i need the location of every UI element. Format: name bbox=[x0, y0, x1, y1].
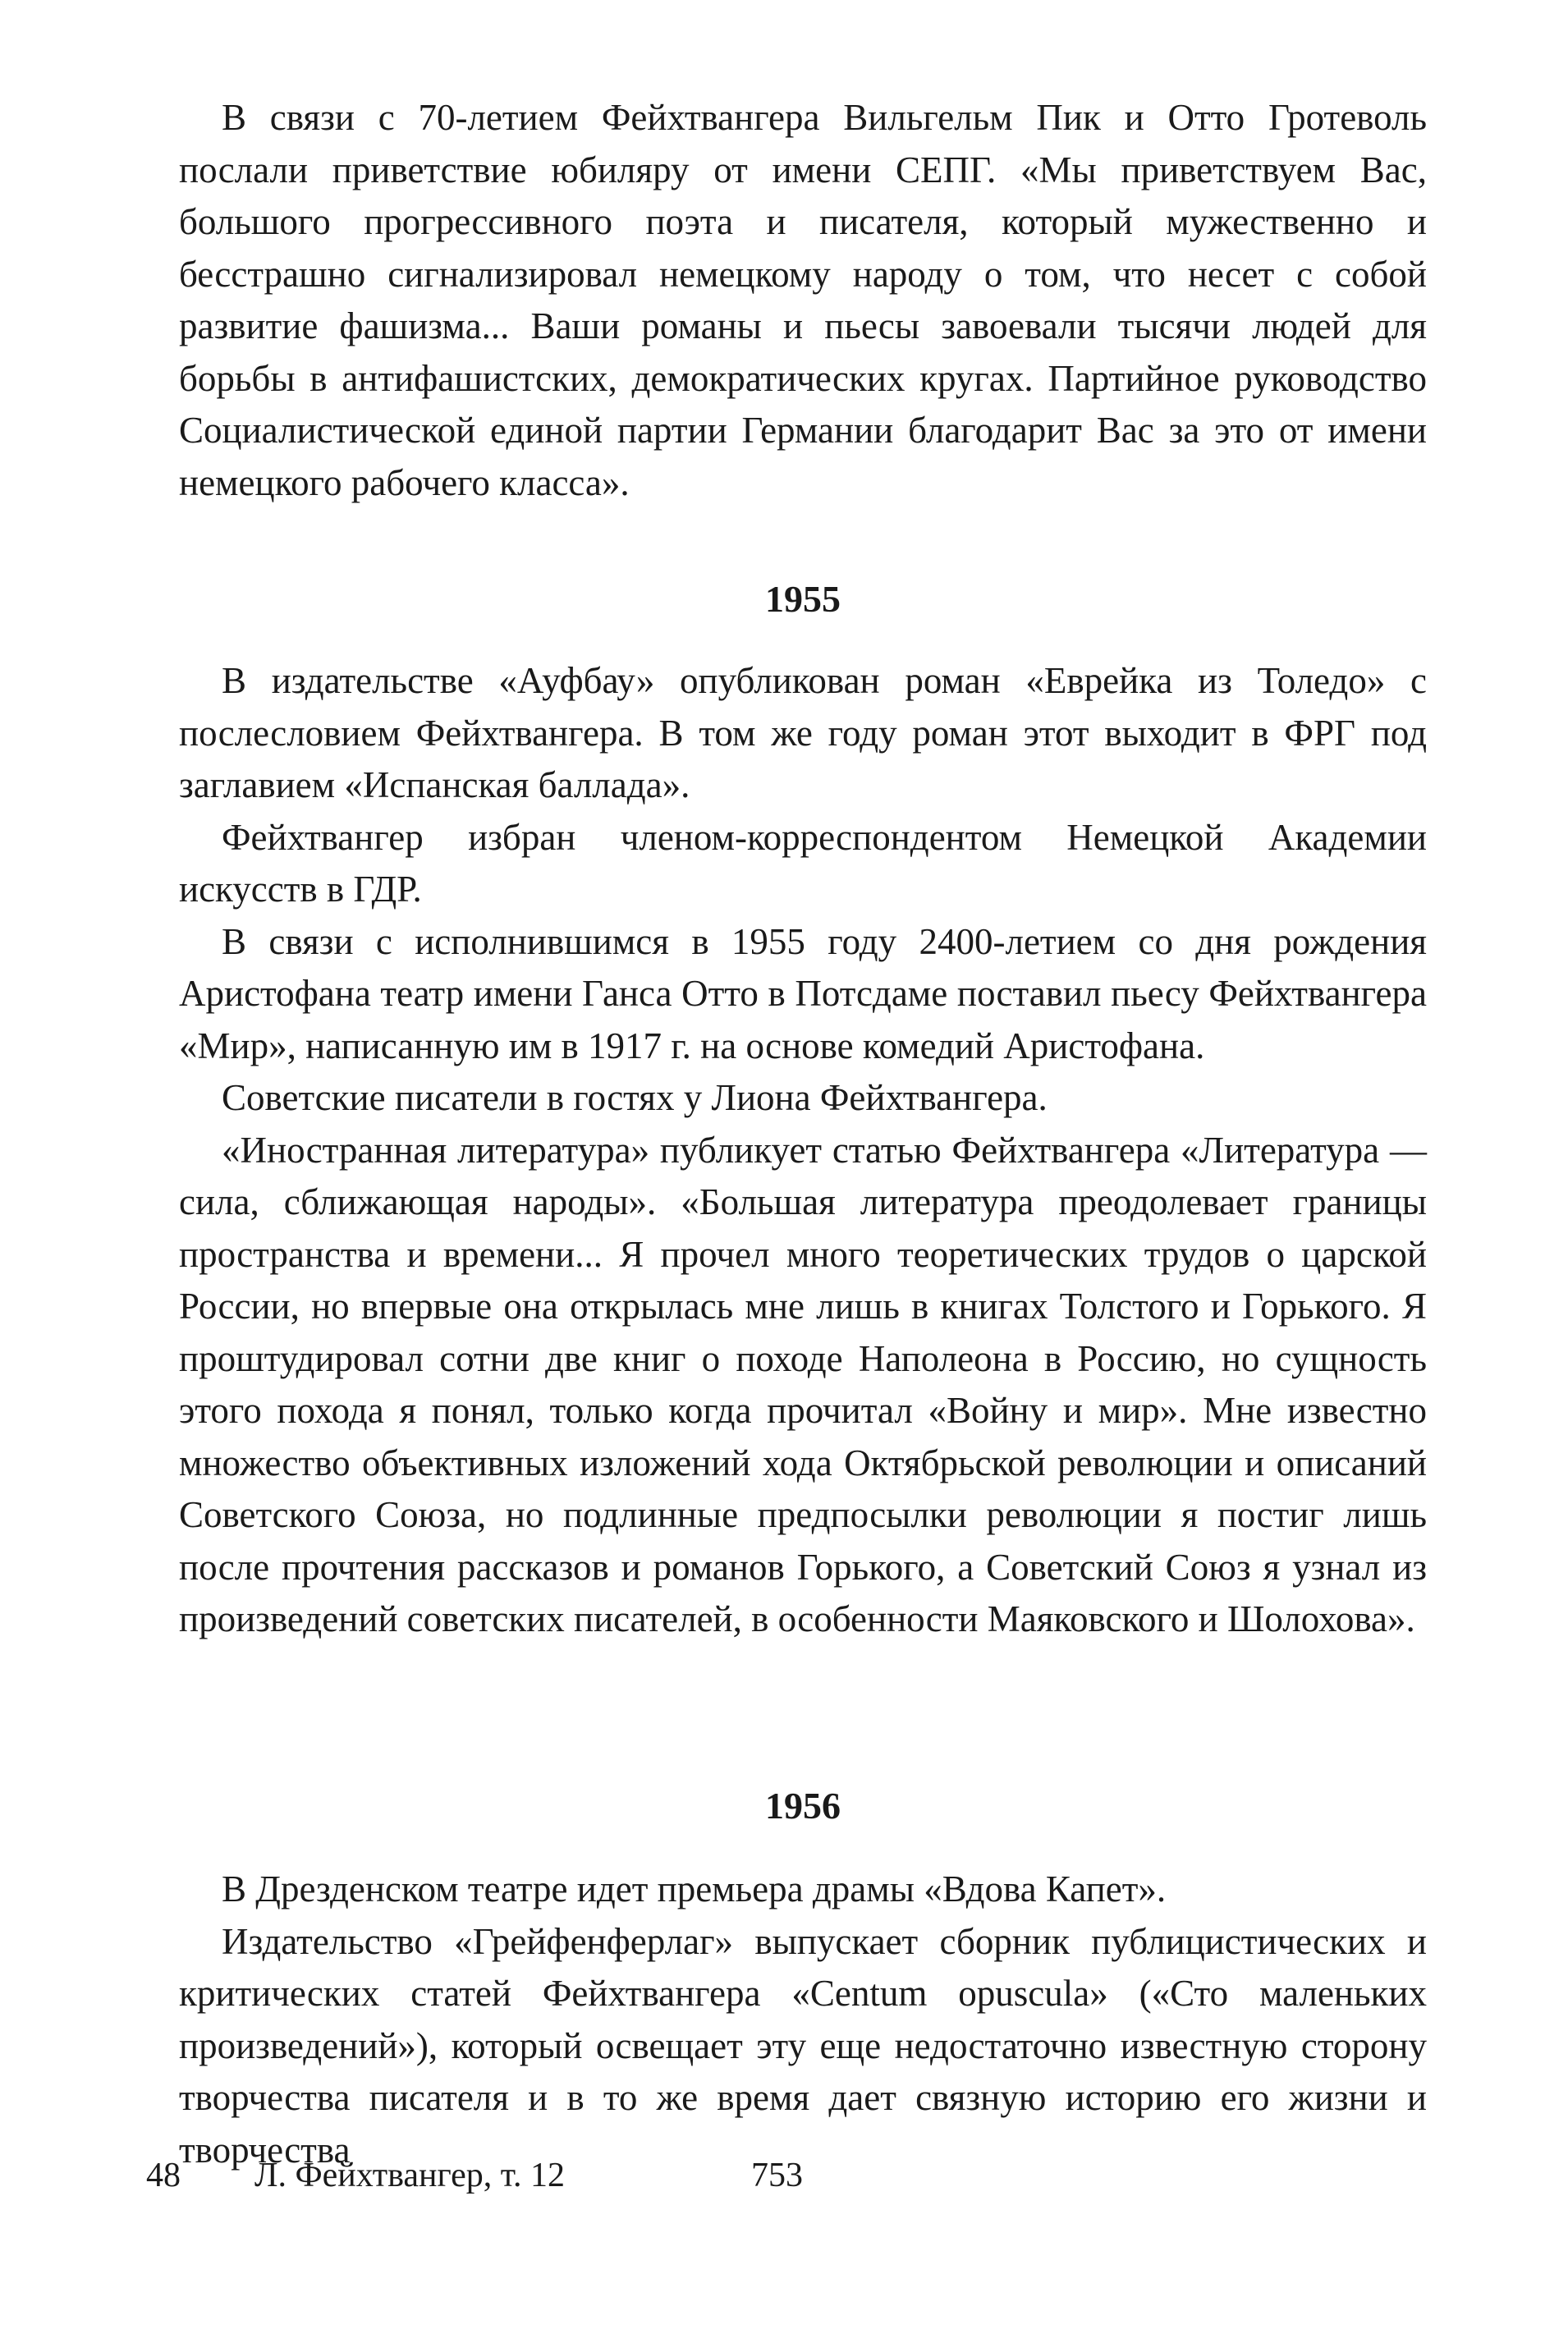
signature-number: 48 bbox=[146, 2157, 181, 2194]
paragraph: «Иностранная литература» публикует статью Фейхтвангера «Литература — сила, сближающая народы». «Большая литература преодолевает границы пространства и времени... Я прочел много теоретических трудов о царской России, но впервые она открылась мне лишь в книгах Толстого и Горького. Я проштудировал сотни две книг о походе Наполеона в Россию, но сущность этого похода я понял, только когда прочитал «Войну и мир». Мне известно множество объективных изложений хода Октябрьской революции и описаний Советского Союза, но подлинные предпосылки революции я постиг лишь после прочтения рассказов и романов Горького, а Советский Союз я узнал из произведений советских писателей, в особенности Маяковского и Шолохова». bbox=[179, 1129, 1427, 1639]
year-heading-1956: 1956 bbox=[765, 1785, 841, 1827]
paragraph: В издательстве «Ауфбау» опубликован роман «Еврейка из Толедо» с послесловием Фейхтвангера. В том же году роман этот выходит в ФРГ под заглавием «Испанская баллада». bbox=[179, 660, 1427, 805]
signature-text: Л. Фейхтвангер, т. 12 bbox=[254, 2157, 565, 2194]
paragraph: В Дрезденском театре идет премьера драмы «Вдова Капет». bbox=[222, 1868, 1167, 1910]
section-1956 bbox=[179, 1864, 1427, 2176]
section-1955 bbox=[179, 655, 1427, 1646]
page-footer bbox=[0, 2151, 1568, 2208]
year-heading-1955: 1955 bbox=[765, 578, 841, 620]
paragraph: Фейхтвангер избран членом-корреспондентом Немецкой Академии искусств в ГДР. bbox=[179, 816, 1427, 910]
page-number: 753 bbox=[751, 2157, 803, 2194]
paragraph: Издательство «Грейфенферлаг» выпускает сборник публицистических и критических статей Фейхтвангера «Centum opuscula» («Сто маленьких произведений»), который освещает эту еще недостаточно известную сторону творчества писателя и в то же время дает связную историю его жизни и творчества bbox=[179, 1920, 1427, 2171]
paragraph: В связи с 70-летием Фейхтвангера Вильгельм Пик и Отто Гротеволь послали приветствие юбиляру от имени СЕПГ. «Мы приветствуем Вас, большого прогрессивного поэта и писателя, который мужественно и бесстрашно сигнализировал немецкому народу о том, что несет с собой развитие фашизма... Ваши романы и пьесы завоевали тысячи людей для борьбы в антифашистских, демократических кругах. Партийное руководство Социалистической единой партии Германии благодарит Вас за это от имени немецкого рабочего класса». bbox=[179, 97, 1427, 503]
paragraph: В связи с исполнившимся в 1955 году 2400-летием со дня рождения Аристофана театр имени Ганса Отто в Потсдаме поставил пьесу Фейхтвангера «Мир», написанную им в 1917 г. на основе комедий Аристофана. bbox=[179, 920, 1427, 1066]
paragraph: Советские писатели в гостях у Лиона Фейхтвангера. bbox=[222, 1077, 1048, 1118]
section-1970-tribute bbox=[179, 92, 1427, 509]
